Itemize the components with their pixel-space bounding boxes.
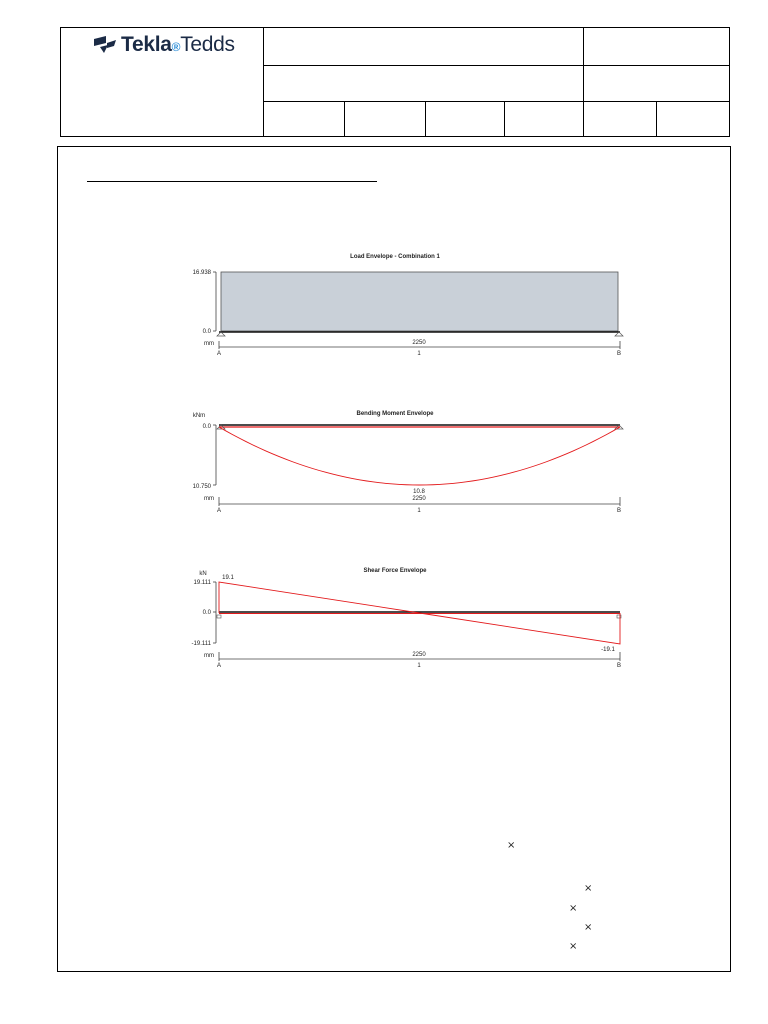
- y-unit-label: kNm: [192, 413, 206, 419]
- span-length-label: 2250: [412, 340, 426, 346]
- y-unit-label: kN: [199, 571, 207, 577]
- divider: [583, 28, 584, 136]
- bending-moment-chart: [150, 404, 640, 524]
- divider: [264, 65, 730, 66]
- header-table: [60, 27, 730, 137]
- y-tick-label: 0.0: [202, 424, 211, 430]
- logo-registered-mark: ®: [171, 40, 181, 54]
- logo-cell: [61, 28, 264, 136]
- tekla-tedds-logo: [91, 34, 235, 55]
- y-tick-label: 10.750: [192, 484, 211, 490]
- divider: [344, 101, 345, 136]
- x-unit-label: mm: [204, 341, 214, 347]
- y-tick-label: -19.111: [191, 641, 211, 647]
- support-left-label: A: [216, 663, 222, 669]
- divider: [656, 101, 657, 136]
- span-label: 1: [417, 351, 421, 357]
- x-unit-label: mm: [204, 496, 214, 502]
- y-tick-label: 16.938: [192, 270, 211, 276]
- chart-title: Shear Force Envelope: [363, 568, 427, 574]
- support-left-icon: [217, 615, 221, 618]
- check-mark: ×: [507, 840, 516, 851]
- section-title-underline: [87, 181, 377, 182]
- check-mark: ×: [569, 941, 578, 952]
- tekla-logo-icon: [91, 35, 117, 55]
- x-unit-label: mm: [204, 653, 214, 659]
- support-left-label: A: [216, 508, 222, 514]
- support-right-label: B: [616, 508, 622, 514]
- logo-tedds-text: Tedds: [180, 33, 235, 56]
- min-shear-label: -19.1: [601, 647, 615, 653]
- support-right-label: B: [616, 351, 622, 357]
- support-left-label: A: [216, 351, 222, 357]
- span-length-label: 2250: [412, 652, 426, 658]
- max-moment-label: 10.8: [413, 489, 425, 495]
- divider: [425, 101, 426, 136]
- shear-line: [219, 582, 620, 644]
- span-length-label: 2250: [412, 496, 426, 502]
- divider: [264, 101, 730, 102]
- y-tick-label: 19.111: [193, 580, 211, 586]
- divider: [504, 101, 505, 136]
- check-mark: ×: [584, 922, 593, 933]
- load-envelope-chart: [150, 248, 640, 368]
- support-right-label: B: [616, 663, 622, 669]
- moment-curve: [219, 427, 620, 485]
- check-mark: ×: [584, 883, 593, 894]
- span-label: 1: [417, 508, 421, 514]
- chart-title: Bending Moment Envelope: [356, 411, 434, 417]
- max-shear-label: 19.1: [222, 575, 234, 581]
- chart-title: Load Envelope - Combination 1: [350, 254, 440, 260]
- span-label: 1: [417, 663, 421, 669]
- shear-force-chart: [150, 562, 640, 677]
- check-mark: ×: [569, 903, 578, 914]
- y-tick-label: 0.0: [202, 329, 211, 335]
- load-area: [221, 272, 618, 331]
- y-tick-label: 0.0: [202, 610, 211, 616]
- logo-tekla-text: Tekla: [121, 33, 172, 56]
